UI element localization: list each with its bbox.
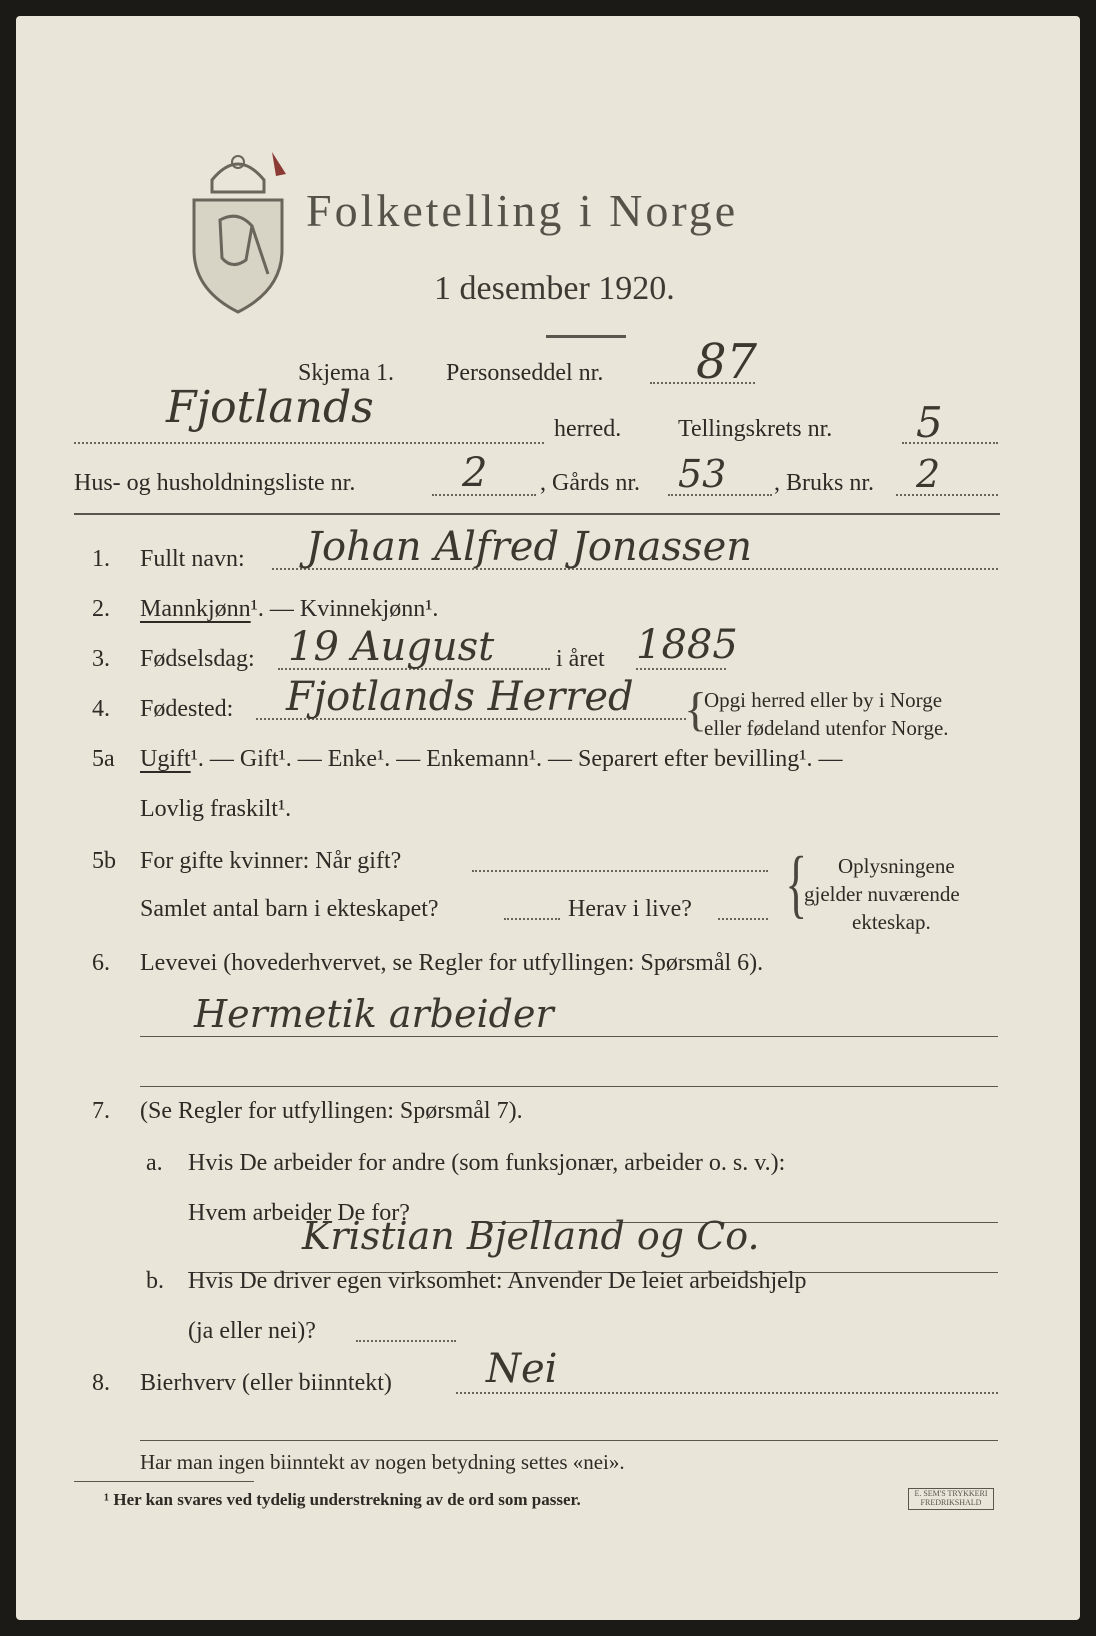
tellingskrets-value: 5	[916, 398, 943, 447]
q8-label: Bierhverv (eller biinntekt)	[140, 1370, 392, 1396]
q2-number: 2.	[92, 596, 110, 622]
q7a-answer: Kristian Bjelland og Co.	[302, 1214, 760, 1258]
title-divider	[546, 335, 626, 338]
q6-label: Levevei (hovederhvervet, se Regler for utfyllingen: Spørsmål 6).	[140, 950, 764, 976]
q5b-note-line1: Oplysningene	[838, 854, 955, 878]
gards-value: 53	[678, 452, 727, 496]
q2-option-mann: Mannkjønn	[140, 596, 251, 622]
bruks-value: 2	[916, 452, 941, 496]
q6-answer: Hermetik arbeider	[194, 992, 554, 1036]
q4-answer: Fjotlands Herred	[286, 674, 634, 720]
q7a-label: Hvis De arbeider for andre (som funksjonær, arbeider o. s. v.):	[188, 1150, 786, 1176]
personseddel-label: Personseddel nr.	[446, 360, 604, 386]
bruks-label: , Bruks nr.	[774, 470, 875, 496]
q7b-letter: b.	[146, 1268, 164, 1294]
q2-option-kvinne: Kvinnekjønn¹.	[299, 596, 439, 622]
header-divider	[74, 513, 1000, 515]
q3-label: Fødselsdag:	[140, 646, 255, 672]
husholdningsliste-label: Hus- og husholdningsliste nr.	[74, 470, 356, 496]
q5b-children-field-line	[504, 918, 560, 920]
husholdningsliste-value: 2	[462, 450, 488, 496]
q5a-options	[140, 746, 843, 773]
census-date: 1 desember 1920.	[434, 270, 675, 307]
q5b-children-label: Samlet antal barn i ekteskapet?	[140, 896, 439, 922]
q3-year-answer: 1885	[636, 622, 738, 668]
q5a-number: 5a	[92, 746, 115, 772]
q1-answer: Johan Alfred Jonassen	[306, 524, 753, 570]
q5b-married-field-line	[472, 870, 768, 872]
q8-field-line2	[140, 1440, 998, 1441]
q7a-question: Hvem arbeider De for?	[188, 1200, 410, 1226]
q5b-alive-label: Herav i live?	[568, 896, 692, 922]
q7b-field-line	[356, 1340, 456, 1342]
q5b-note-line3: ekteskap.	[852, 910, 931, 934]
q2-label	[140, 596, 438, 623]
q1-number: 1.	[92, 546, 110, 572]
footnote-divider	[74, 1481, 254, 1482]
q4-note-line2: eller fødeland utenfor Norge.	[704, 716, 949, 740]
q2-separator: ¹. —	[250, 596, 300, 622]
no-income-note: Har man ingen biinntekt av nogen betydning settes «nei».	[140, 1450, 625, 1474]
herred-field-line	[74, 442, 544, 444]
q6-number: 6.	[92, 950, 110, 976]
census-form-page	[16, 16, 1080, 1620]
q8-answer: Nei	[486, 1346, 558, 1392]
q4-label: Fødested:	[140, 696, 234, 722]
q4-note-line1: Opgi herred eller by i Norge	[704, 688, 943, 712]
q3-year-field-line	[636, 668, 726, 670]
q7b-label: Hvis De driver egen virksomhet: Anvender De leiet arbeidshjelp	[188, 1268, 807, 1294]
tellingskrets-label: Tellingskrets nr.	[678, 416, 833, 442]
q4-brace: {	[684, 683, 708, 736]
printer-stamp-line1: E. SEM'S TRYKKERI	[914, 1489, 988, 1498]
q7a-letter: a.	[146, 1150, 163, 1176]
q6-answer-line1	[140, 1036, 998, 1037]
printer-stamp	[908, 1488, 994, 1510]
q5a-option-ugift: Ugift	[140, 746, 191, 772]
bruks-field-line	[896, 494, 998, 496]
q6-answer-line2	[140, 1086, 998, 1087]
personseddel-number: 87	[696, 334, 758, 390]
q5b-number: 5b	[92, 848, 116, 874]
q4-number: 4.	[92, 696, 110, 722]
red-ink-mark	[264, 146, 294, 186]
q5a-options-line2: Lovlig fraskilt¹.	[140, 796, 292, 822]
q7-label: (Se Regler for utfyllingen: Spørsmål 7).	[140, 1098, 523, 1124]
q5a-options-rest: ¹. — Gift¹. — Enke¹. — Enkemann¹. — Separert efter bevilling¹. —	[190, 746, 843, 772]
q5b-alive-field-line	[718, 918, 768, 920]
q3-year-label: i året	[556, 646, 605, 672]
q1-label: Fullt navn:	[140, 546, 245, 572]
herred-label: herred.	[554, 416, 622, 442]
herred-value: Fjotlands	[166, 382, 374, 433]
printer-stamp-line2: FREDRIKSHALD	[920, 1498, 982, 1507]
q5b-note-line2: gjelder nuværende	[804, 882, 960, 906]
q7-number: 7.	[92, 1098, 110, 1124]
q7b-question: (ja eller nei)?	[188, 1318, 316, 1344]
form-title: Folketelling i Norge	[306, 185, 739, 236]
schema-label: Skjema 1.	[298, 360, 394, 386]
q5b-brace: {	[785, 842, 808, 926]
q8-field-line	[456, 1392, 998, 1394]
gards-label: , Gårds nr.	[540, 470, 640, 496]
q8-number: 8.	[92, 1370, 110, 1396]
q3-number: 3.	[92, 646, 110, 672]
q3-day-answer: 19 August	[288, 624, 495, 670]
footnote: ¹ Her kan svares ved tydelig understrekning av de ord som passer.	[104, 1490, 581, 1509]
q5b-label: For gifte kvinner: Når gift?	[140, 848, 402, 874]
